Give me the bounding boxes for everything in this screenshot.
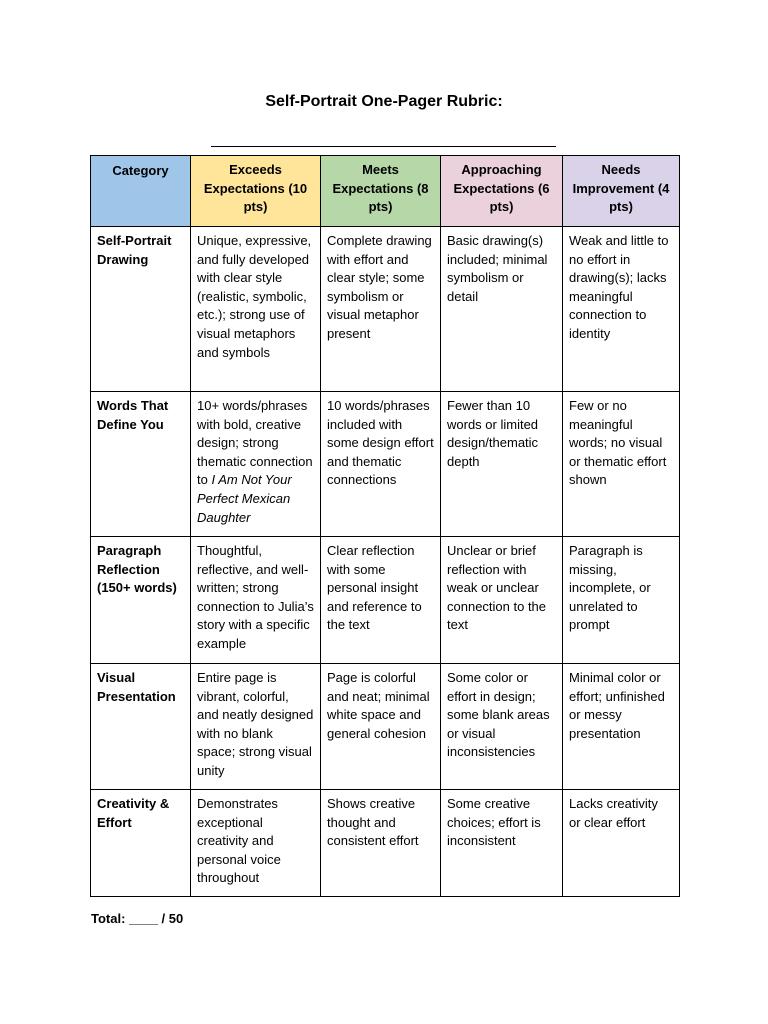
row-category: Words That Define You bbox=[91, 392, 191, 537]
cell-approaching: Unclear or brief reflection with weak or unclear connection to the text bbox=[441, 537, 563, 664]
cell-meets: 10 words/phrases included with some design effort and thematic connections bbox=[321, 392, 441, 537]
cell-approaching: Some color or effort in design; some blank areas or visual inconsistencies bbox=[441, 664, 563, 790]
rubric-table bbox=[90, 155, 680, 897]
cell-needs: Weak and little to no effort in drawing(s); lacks meaningful connection to identity bbox=[563, 227, 680, 392]
cell-exceeds: Entire page is vibrant, colorful, and neatly designed with no blank space; strong visual unity bbox=[191, 664, 321, 790]
cell-meets: Complete drawing with effort and clear style; some symbolism or visual metaphor present bbox=[321, 227, 441, 392]
cell-exceeds: Demonstrates exceptional creativity and personal voice throughout bbox=[191, 790, 321, 897]
cell-needs: Paragraph is missing, incomplete, or unrelated to prompt bbox=[563, 537, 680, 664]
header-needs: Needs Improvement (4 pts) bbox=[563, 156, 680, 227]
table-row bbox=[91, 537, 680, 664]
cell-approaching: Fewer than 10 words or limited design/thematic depth bbox=[441, 392, 563, 537]
row-category: Self-Portrait Drawing bbox=[91, 227, 191, 392]
cell-needs: Minimal color or effort; unfinished or messy presentation bbox=[563, 664, 680, 790]
table-row bbox=[91, 227, 680, 392]
cell-needs: Lacks creativity or clear effort bbox=[563, 790, 680, 897]
cell-approaching: Some creative choices; effort is inconsistent bbox=[441, 790, 563, 897]
title-underline bbox=[211, 146, 556, 147]
header-approaching: Approaching Expectations (6 pts) bbox=[441, 156, 563, 227]
table-row bbox=[91, 392, 680, 537]
row-category: Creativity & Effort bbox=[91, 790, 191, 897]
row-category: Paragraph Reflection (150+ words) bbox=[91, 537, 191, 664]
table-row bbox=[91, 790, 680, 897]
total-score-line: Total: ____ / 50 bbox=[91, 911, 184, 926]
table-row bbox=[91, 664, 680, 790]
header-row bbox=[91, 156, 680, 227]
cell-approaching: Basic drawing(s) included; minimal symbolism or detail bbox=[441, 227, 563, 392]
cell-exceeds: Thoughtful, reflective, and well-written; strong connection to Julia’s story with a specific example bbox=[191, 537, 321, 664]
row-category: Visual Presentation bbox=[91, 664, 191, 790]
cell-exceeds-text: 10+ words/phrases with bold, creative design; strong thematic connection to bbox=[197, 398, 313, 488]
cell-needs: Few or no meaningful words; no visual or thematic effort shown bbox=[563, 392, 680, 537]
cell-meets: Shows creative thought and consistent effort bbox=[321, 790, 441, 897]
page-title: Self-Portrait One-Pager Rubric: bbox=[265, 93, 503, 110]
cell-exceeds: Unique, expressive, and fully developed with clear style (realistic, symbolic, etc.); strong use of visual metaphors and symbols bbox=[191, 227, 321, 392]
cell-meets: Page is colorful and neat; minimal white space and general cohesion bbox=[321, 664, 441, 790]
book-title: I Am Not Your Perfect Mexican Daughter bbox=[197, 472, 292, 525]
header-meets: Meets Expectations (8 pts) bbox=[321, 156, 441, 227]
header-category: Category bbox=[91, 156, 191, 227]
header-exceeds: Exceeds Expectations (10 pts) bbox=[191, 156, 321, 227]
cell-meets: Clear reflection with some personal insight and reference to the text bbox=[321, 537, 441, 664]
cell-exceeds bbox=[191, 392, 321, 537]
